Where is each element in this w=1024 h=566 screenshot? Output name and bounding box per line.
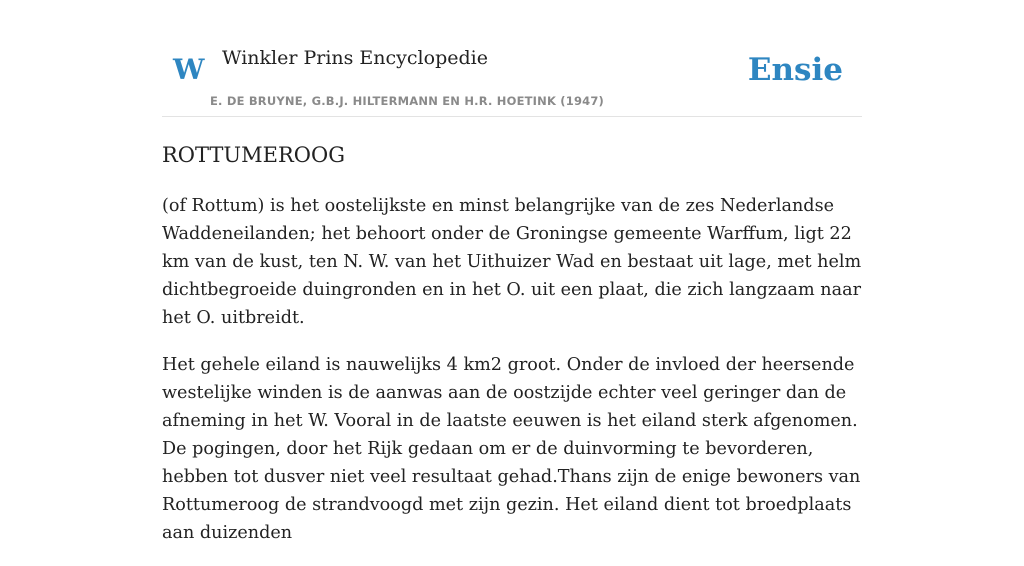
ensie-logo[interactable]: Ensie bbox=[747, 52, 843, 88]
article-title: ROTTUMEROOG bbox=[162, 143, 345, 167]
authors-line: E. DE BRUYNE, G.B.J. HILTERMANN EN H.R. HOETINK (1947) bbox=[210, 94, 605, 108]
winkler-prins-logo[interactable]: W bbox=[173, 53, 205, 86]
site-header bbox=[162, 0, 862, 117]
encyclopedia-title[interactable]: Winkler Prins Encyclopedie bbox=[222, 47, 488, 69]
article-paragraph: (of Rottum) is het oostelijkste en minst belangrijke van de zes Nederlandse Waddeneilanden; het behoort onder de Groningse gemeente Warffum, ligt 22 km van de kust, ten N. W. van het Uithuizer Wad en bestaat uit lage, met helm dichtbegroeide duingronden en in het O. uit een plaat, die zich langzaam naar het O. uitbreidt. bbox=[162, 196, 862, 328]
article-paragraph: Het gehele eiland is nauwelijks 4 km2 groot. Onder de invloed der heersende westelijke winden is de aanwas aan de oostzijde echter veel geringer dan de afneming in het W. Vooral in de laatste eeuwen is het eiland sterk afgenomen. De pogingen, door het Rijk gedaan om er de duinvorming te bevorderen, hebben tot dusver niet veel resultaat gehad.Thans zijn de enige bewoners van Rottumeroog de strandvoogd met zijn gezin. Het eiland dient tot broedplaats aan duizenden bbox=[162, 355, 861, 543]
page bbox=[162, 0, 862, 543]
article-body bbox=[162, 192, 866, 566]
